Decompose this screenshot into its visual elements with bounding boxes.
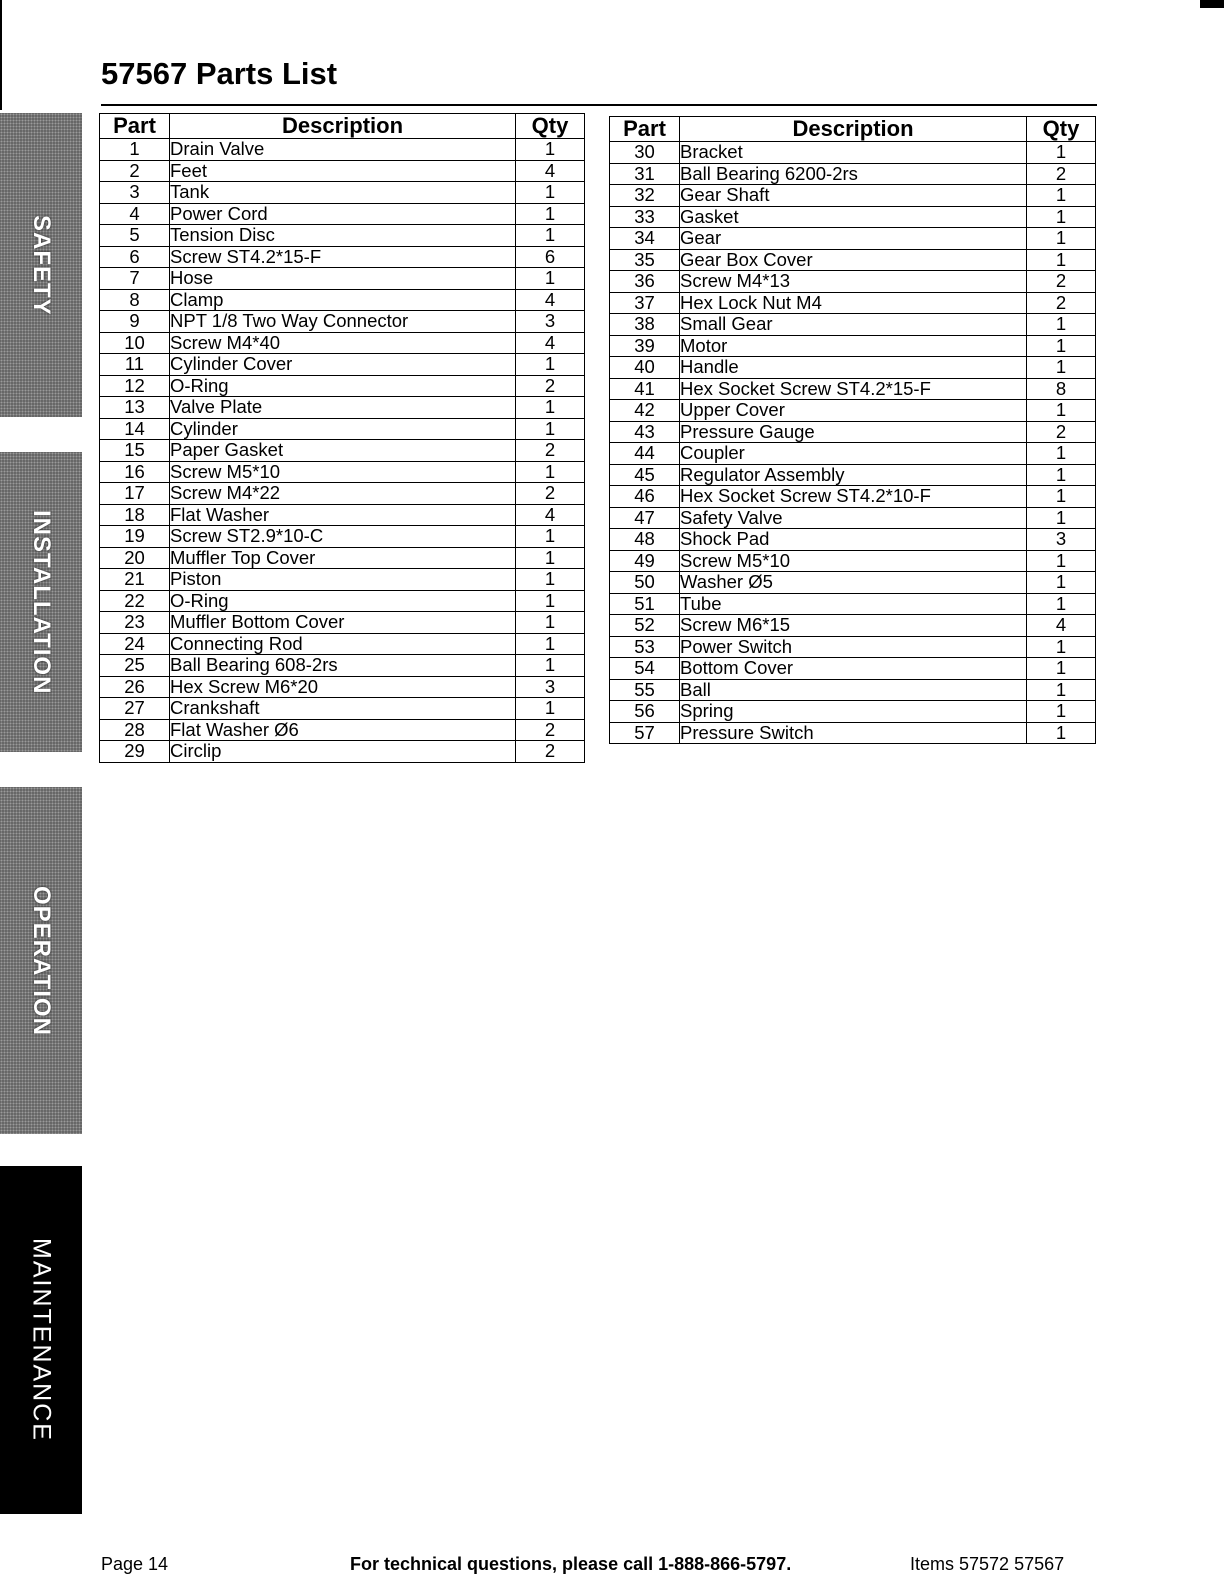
part-qty-cell: 3: [516, 676, 585, 698]
tab-installation[interactable]: [0, 452, 82, 752]
header-qty: Qty: [1027, 117, 1096, 142]
part-qty-cell: 4: [516, 504, 585, 526]
part-number-cell: 57: [610, 722, 680, 744]
part-description-cell: Circlip: [170, 741, 516, 763]
part-number-cell: 11: [100, 354, 170, 376]
parts-table-left: [99, 113, 585, 763]
part-number-cell: 37: [610, 292, 680, 314]
part-number-cell: 17: [100, 483, 170, 505]
part-number-cell: 36: [610, 271, 680, 293]
table-header-row: [610, 117, 1096, 142]
part-description-cell: Gear Box Cover: [680, 249, 1027, 271]
part-number-cell: 50: [610, 572, 680, 594]
table-row: [100, 461, 585, 483]
part-number-cell: 48: [610, 529, 680, 551]
part-number-cell: 27: [100, 698, 170, 720]
part-description-cell: Ball Bearing 608-2rs: [170, 655, 516, 677]
footer-items: Items 57572 57567: [910, 1554, 1065, 1574]
part-qty-cell: 4: [516, 332, 585, 354]
footer-page-number: Page 14: [101, 1554, 169, 1574]
part-number-cell: 24: [100, 633, 170, 655]
part-description-cell: Regulator Assembly: [680, 464, 1027, 486]
part-number-cell: 4: [100, 203, 170, 225]
part-qty-cell: 1: [1027, 185, 1096, 207]
part-number-cell: 31: [610, 163, 680, 185]
table-row: [100, 246, 585, 268]
part-qty-cell: 4: [516, 160, 585, 182]
part-number-cell: 26: [100, 676, 170, 698]
table-row: [100, 676, 585, 698]
part-number-cell: 7: [100, 268, 170, 290]
part-number-cell: 55: [610, 679, 680, 701]
part-number-cell: 39: [610, 335, 680, 357]
part-qty-cell: 2: [1027, 292, 1096, 314]
part-qty-cell: 1: [1027, 335, 1096, 357]
table-row: [100, 483, 585, 505]
tab-safety[interactable]: [0, 113, 82, 417]
part-description-cell: Screw M5*10: [680, 550, 1027, 572]
part-qty-cell: 1: [1027, 142, 1096, 164]
part-description-cell: Tank: [170, 182, 516, 204]
part-qty-cell: 1: [516, 397, 585, 419]
part-description-cell: Hex Socket Screw ST4.2*10-F: [680, 486, 1027, 508]
header-part: Part: [100, 114, 170, 139]
table-row: [610, 400, 1096, 422]
part-qty-cell: 4: [516, 289, 585, 311]
part-description-cell: Flat Washer: [170, 504, 516, 526]
table-row: [100, 698, 585, 720]
part-description-cell: Hose: [170, 268, 516, 290]
part-qty-cell: 1: [516, 633, 585, 655]
table-row: [610, 142, 1096, 164]
table-row: [100, 655, 585, 677]
part-number-cell: 3: [100, 182, 170, 204]
part-description-cell: Paper Gasket: [170, 440, 516, 462]
part-number-cell: 21: [100, 569, 170, 591]
part-description-cell: Screw M4*22: [170, 483, 516, 505]
part-qty-cell: 1: [1027, 206, 1096, 228]
part-number-cell: 46: [610, 486, 680, 508]
part-qty-cell: 1: [1027, 550, 1096, 572]
part-qty-cell: 3: [1027, 529, 1096, 551]
part-description-cell: Screw M4*13: [680, 271, 1027, 293]
header-description: Description: [170, 114, 516, 139]
table-row: [100, 741, 585, 763]
part-description-cell: Cylinder Cover: [170, 354, 516, 376]
part-qty-cell: 1: [1027, 658, 1096, 680]
part-number-cell: 12: [100, 375, 170, 397]
table-row: [610, 615, 1096, 637]
part-description-cell: O-Ring: [170, 375, 516, 397]
part-qty-cell: 1: [1027, 486, 1096, 508]
table-row: [610, 292, 1096, 314]
table-row: [100, 311, 585, 333]
part-description-cell: Clamp: [170, 289, 516, 311]
table-row: [100, 225, 585, 247]
header-part: Part: [610, 117, 680, 142]
part-description-cell: Valve Plate: [170, 397, 516, 419]
table-row: [100, 440, 585, 462]
table-row: [610, 636, 1096, 658]
part-description-cell: Screw ST4.2*15-F: [170, 246, 516, 268]
part-qty-cell: 1: [516, 655, 585, 677]
part-number-cell: 47: [610, 507, 680, 529]
part-qty-cell: 1: [516, 461, 585, 483]
table-row: [610, 271, 1096, 293]
part-number-cell: 30: [610, 142, 680, 164]
table-row: [100, 139, 585, 161]
part-description-cell: O-Ring: [170, 590, 516, 612]
part-number-cell: 15: [100, 440, 170, 462]
part-description-cell: Feet: [170, 160, 516, 182]
part-description-cell: Flat Washer Ø6: [170, 719, 516, 741]
part-number-cell: 23: [100, 612, 170, 634]
part-qty-cell: 1: [1027, 722, 1096, 744]
part-description-cell: Bottom Cover: [680, 658, 1027, 680]
tab-maintenance-label: MAINTENANCE: [27, 1238, 56, 1442]
part-qty-cell: 1: [516, 182, 585, 204]
part-qty-cell: 2: [1027, 163, 1096, 185]
part-qty-cell: 1: [1027, 314, 1096, 336]
tab-maintenance[interactable]: [0, 1166, 82, 1514]
part-description-cell: Screw M6*15: [680, 615, 1027, 637]
table-row: [610, 163, 1096, 185]
table-row: [100, 397, 585, 419]
part-number-cell: 19: [100, 526, 170, 548]
part-qty-cell: 1: [1027, 679, 1096, 701]
part-qty-cell: 1: [516, 203, 585, 225]
table-row: [100, 590, 585, 612]
part-qty-cell: 1: [1027, 593, 1096, 615]
table-row: [100, 332, 585, 354]
part-number-cell: 42: [610, 400, 680, 422]
table-row: [100, 547, 585, 569]
part-number-cell: 20: [100, 547, 170, 569]
part-description-cell: Motor: [680, 335, 1027, 357]
part-description-cell: Muffler Top Cover: [170, 547, 516, 569]
part-number-cell: 43: [610, 421, 680, 443]
part-description-cell: Connecting Rod: [170, 633, 516, 655]
page-edge-line: [0, 0, 2, 110]
part-number-cell: 33: [610, 206, 680, 228]
part-description-cell: Tension Disc: [170, 225, 516, 247]
table-row: [610, 357, 1096, 379]
table-row: [610, 529, 1096, 551]
table-row: [610, 507, 1096, 529]
part-number-cell: 1: [100, 139, 170, 161]
part-qty-cell: 4: [1027, 615, 1096, 637]
table-row: [100, 375, 585, 397]
table-row: [610, 722, 1096, 744]
parts-table-right: [609, 116, 1096, 744]
table-row: [100, 569, 585, 591]
part-qty-cell: 1: [516, 225, 585, 247]
part-description-cell: Washer Ø5: [680, 572, 1027, 594]
part-qty-cell: 1: [1027, 443, 1096, 465]
table-row: [610, 314, 1096, 336]
part-description-cell: Hex Screw M6*20: [170, 676, 516, 698]
part-number-cell: 38: [610, 314, 680, 336]
table-row: [610, 572, 1096, 594]
part-qty-cell: 2: [516, 741, 585, 763]
part-qty-cell: 1: [1027, 357, 1096, 379]
part-description-cell: Pressure Gauge: [680, 421, 1027, 443]
table-header-row: [100, 114, 585, 139]
part-number-cell: 56: [610, 701, 680, 723]
part-qty-cell: 1: [1027, 701, 1096, 723]
table-row: [610, 679, 1096, 701]
part-qty-cell: 2: [516, 719, 585, 741]
part-number-cell: 6: [100, 246, 170, 268]
part-number-cell: 14: [100, 418, 170, 440]
header-description: Description: [680, 117, 1027, 142]
part-description-cell: Bracket: [680, 142, 1027, 164]
part-description-cell: Safety Valve: [680, 507, 1027, 529]
part-number-cell: 49: [610, 550, 680, 572]
part-description-cell: Screw M4*40: [170, 332, 516, 354]
part-description-cell: Screw ST2.9*10-C: [170, 526, 516, 548]
footer-contact: For technical questions, please call 1-888-866-5797.: [350, 1554, 792, 1574]
part-description-cell: Tube: [680, 593, 1027, 615]
table-row: [100, 719, 585, 741]
table-row: [610, 185, 1096, 207]
part-number-cell: 29: [100, 741, 170, 763]
part-description-cell: Spring: [680, 701, 1027, 723]
part-description-cell: Gasket: [680, 206, 1027, 228]
table-row: [610, 658, 1096, 680]
part-description-cell: Drain Valve: [170, 139, 516, 161]
part-qty-cell: 1: [516, 418, 585, 440]
table-row: [610, 335, 1096, 357]
table-row: [100, 354, 585, 376]
part-description-cell: Crankshaft: [170, 698, 516, 720]
tab-operation[interactable]: [0, 787, 82, 1134]
table-row: [610, 701, 1096, 723]
part-number-cell: 22: [100, 590, 170, 612]
part-qty-cell: 1: [1027, 507, 1096, 529]
table-row: [100, 268, 585, 290]
part-description-cell: Screw M5*10: [170, 461, 516, 483]
part-qty-cell: 2: [516, 483, 585, 505]
table-row: [610, 593, 1096, 615]
part-number-cell: 44: [610, 443, 680, 465]
part-qty-cell: 6: [516, 246, 585, 268]
header-qty: Qty: [516, 114, 585, 139]
table-row: [100, 504, 585, 526]
part-qty-cell: 1: [516, 354, 585, 376]
part-number-cell: 54: [610, 658, 680, 680]
part-description-cell: Cylinder: [170, 418, 516, 440]
tab-operation-label: OPERATION: [28, 885, 55, 1036]
part-qty-cell: 8: [1027, 378, 1096, 400]
part-qty-cell: 1: [1027, 636, 1096, 658]
table-row: [100, 612, 585, 634]
part-description-cell: Gear: [680, 228, 1027, 250]
part-number-cell: 52: [610, 615, 680, 637]
part-description-cell: Muffler Bottom Cover: [170, 612, 516, 634]
part-qty-cell: 1: [1027, 464, 1096, 486]
table-row: [610, 378, 1096, 400]
part-number-cell: 5: [100, 225, 170, 247]
part-description-cell: Hex Lock Nut M4: [680, 292, 1027, 314]
table-row: [610, 443, 1096, 465]
part-qty-cell: 1: [516, 698, 585, 720]
table-row: [610, 421, 1096, 443]
corner-registration-mark: [1200, 0, 1224, 8]
part-description-cell: Ball: [680, 679, 1027, 701]
part-description-cell: Upper Cover: [680, 400, 1027, 422]
part-qty-cell: 2: [1027, 271, 1096, 293]
title-divider: [101, 104, 1097, 106]
part-description-cell: Handle: [680, 357, 1027, 379]
part-number-cell: 45: [610, 464, 680, 486]
table-row: [610, 464, 1096, 486]
part-description-cell: NPT 1/8 Two Way Connector: [170, 311, 516, 333]
part-number-cell: 18: [100, 504, 170, 526]
part-number-cell: 25: [100, 655, 170, 677]
part-description-cell: Power Cord: [170, 203, 516, 225]
page-title: 57567 Parts List: [101, 56, 338, 91]
part-description-cell: Pressure Switch: [680, 722, 1027, 744]
part-qty-cell: 1: [1027, 249, 1096, 271]
part-qty-cell: 1: [516, 569, 585, 591]
part-description-cell: Small Gear: [680, 314, 1027, 336]
part-qty-cell: 2: [1027, 421, 1096, 443]
table-row: [100, 418, 585, 440]
table-row: [610, 206, 1096, 228]
table-row: [100, 633, 585, 655]
table-row: [100, 182, 585, 204]
part-number-cell: 51: [610, 593, 680, 615]
part-number-cell: 8: [100, 289, 170, 311]
table-row: [610, 249, 1096, 271]
table-row: [100, 160, 585, 182]
part-number-cell: 13: [100, 397, 170, 419]
part-qty-cell: 1: [516, 547, 585, 569]
part-description-cell: Piston: [170, 569, 516, 591]
part-qty-cell: 1: [1027, 572, 1096, 594]
part-number-cell: 2: [100, 160, 170, 182]
part-description-cell: Shock Pad: [680, 529, 1027, 551]
part-qty-cell: 2: [516, 375, 585, 397]
tab-safety-label: SAFETY: [28, 214, 55, 316]
part-number-cell: 28: [100, 719, 170, 741]
part-description-cell: Gear Shaft: [680, 185, 1027, 207]
part-qty-cell: 1: [1027, 228, 1096, 250]
part-number-cell: 34: [610, 228, 680, 250]
table-row: [100, 289, 585, 311]
part-number-cell: 10: [100, 332, 170, 354]
part-qty-cell: 2: [516, 440, 585, 462]
table-row: [610, 486, 1096, 508]
table-row: [100, 526, 585, 548]
part-qty-cell: 3: [516, 311, 585, 333]
part-qty-cell: 1: [516, 612, 585, 634]
part-description-cell: Ball Bearing 6200-2rs: [680, 163, 1027, 185]
part-description-cell: Hex Socket Screw ST4.2*15-F: [680, 378, 1027, 400]
part-number-cell: 32: [610, 185, 680, 207]
part-number-cell: 40: [610, 357, 680, 379]
part-number-cell: 35: [610, 249, 680, 271]
part-qty-cell: 1: [516, 268, 585, 290]
part-qty-cell: 1: [516, 139, 585, 161]
table-row: [610, 550, 1096, 572]
tab-installation-label: INSTALLATION: [28, 509, 55, 695]
part-number-cell: 53: [610, 636, 680, 658]
table-row: [100, 203, 585, 225]
part-description-cell: Coupler: [680, 443, 1027, 465]
part-number-cell: 9: [100, 311, 170, 333]
part-number-cell: 41: [610, 378, 680, 400]
part-number-cell: 16: [100, 461, 170, 483]
part-qty-cell: 1: [516, 526, 585, 548]
table-row: [610, 228, 1096, 250]
part-qty-cell: 1: [516, 590, 585, 612]
part-description-cell: Power Switch: [680, 636, 1027, 658]
part-qty-cell: 1: [1027, 400, 1096, 422]
